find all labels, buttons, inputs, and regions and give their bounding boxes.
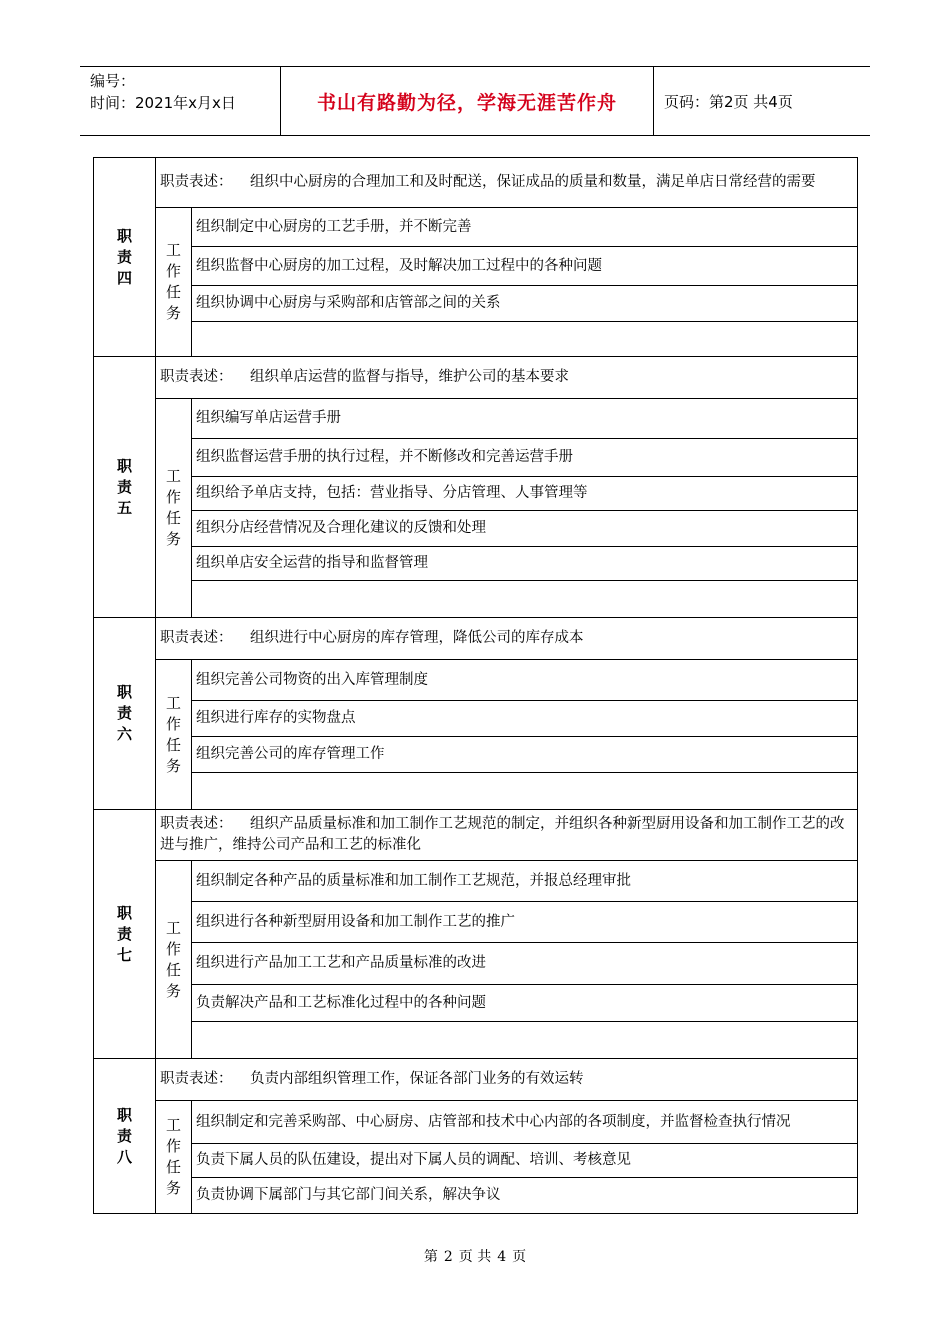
task-row (94, 547, 858, 581)
task-item (192, 581, 858, 618)
work-task-label-line: 任务 (165, 283, 181, 322)
footer-page-number: 2 (443, 1249, 453, 1265)
duty-description (156, 1059, 858, 1101)
task-item: 组织进行产品加工工艺和产品质量标准的改进 (192, 943, 858, 985)
duty-title-char: 五 (116, 498, 132, 517)
work-task-label (156, 1101, 192, 1214)
task-row (94, 1022, 858, 1059)
task-item: 负责解决产品和工艺标准化过程中的各种问题 (192, 985, 858, 1022)
task-item: 组织完善公司的库存管理工作 (192, 737, 858, 773)
task-row (94, 477, 858, 511)
footer-mid: 页 共 (458, 1249, 492, 1265)
task-row (94, 439, 858, 477)
task-item: 组织进行各种新型厨用设备和加工制作工艺的推广 (192, 902, 858, 943)
duty-description-label: 职责表述： (160, 369, 233, 385)
duty-title (94, 618, 156, 810)
duty-desc-row (94, 618, 858, 660)
duty-title (94, 810, 156, 1059)
work-task-label-line: 任务 (165, 735, 181, 775)
duty-description (156, 357, 858, 399)
task-item: 负责下属人员的队伍建设，提出对下属人员的调配、培训、考核意见 (192, 1144, 858, 1178)
duty-title (94, 357, 156, 618)
work-task-label-line: 工作 (165, 1116, 181, 1155)
task-item: 组织单店安全运营的指导和监督管理 (192, 547, 858, 581)
task-row (94, 861, 858, 902)
task-row (94, 1144, 858, 1178)
task-row (94, 247, 858, 286)
task-row (94, 511, 858, 547)
task-item: 组织制定和完善采购部、中心厨房、店管部和技术中心内部的各项制度，并监督检查执行情况 (192, 1101, 858, 1144)
duty-title (94, 158, 156, 357)
header-meta (80, 67, 280, 135)
task-row (94, 208, 858, 247)
duty-title-char: 责 (116, 477, 132, 496)
duty-title-char: 职 (116, 683, 132, 701)
duty-title-char: 四 (116, 268, 132, 287)
task-item: 组织监督运营手册的执行过程，并不断修改和完善运营手册 (192, 439, 858, 477)
task-item: 组织进行库存的实物盘点 (192, 701, 858, 737)
duty-desc-row (94, 158, 858, 208)
page-info: 页码：第2页 共4页 (664, 92, 793, 111)
task-item: 组织监督中心厨房的加工过程，及时解决加工过程中的各种问题 (192, 247, 858, 286)
task-item: 组织制定中心厨房的工艺手册，并不断完善 (192, 208, 858, 247)
task-row (94, 581, 858, 618)
task-row (94, 1101, 858, 1144)
duty-description-text: 组织产品质量标准和加工制作工艺规范的制定，并组织各种新型厨用设备和加工制作工艺的改进与推广，维持公司产品和工艺的标准化 (160, 816, 845, 853)
task-item (192, 773, 858, 810)
duty-desc-row (94, 810, 858, 861)
work-task-label-line: 工作 (165, 241, 181, 280)
work-task-label (156, 399, 192, 618)
duty-description-label: 职责表述： (160, 816, 233, 832)
task-row (94, 773, 858, 810)
work-task-label (156, 660, 192, 810)
duty-title-char: 责 (116, 924, 132, 943)
task-row (94, 902, 858, 943)
page-header (80, 66, 870, 136)
work-task-label-line: 工作 (165, 693, 181, 733)
duty-title-char: 七 (116, 945, 132, 964)
task-item: 组织给予单店支持，包括：营业指导、分店管理、人事管理等 (192, 477, 858, 511)
duty-description-label: 职责表述： (160, 174, 233, 190)
task-item: 负责协调下属部门与其它部门间关系，解决争议 (192, 1178, 858, 1214)
work-task-label (156, 861, 192, 1059)
duty-description-text: 组织进行中心厨房的库存管理，降低公司的库存成本 (250, 630, 584, 646)
task-item (192, 322, 858, 357)
duty-title-char: 责 (116, 1126, 132, 1145)
duty-title-char: 六 (116, 725, 132, 743)
number-label: 编号： (90, 72, 136, 90)
task-row (94, 322, 858, 357)
task-item: 组织完善公司物资的出入库管理制度 (192, 660, 858, 701)
work-task-label-line: 工作 (165, 918, 181, 958)
duty-table (93, 157, 858, 1214)
work-task-label (156, 208, 192, 357)
task-row (94, 660, 858, 701)
motto: 书山有路勤为径，学海无涯苦作舟 (280, 67, 654, 135)
work-task-label-line: 任务 (165, 960, 181, 1000)
task-row (94, 286, 858, 322)
task-row (94, 399, 858, 439)
footer-prefix: 第 (423, 1249, 438, 1265)
task-row (94, 943, 858, 985)
duty-description (156, 158, 858, 208)
task-row (94, 737, 858, 773)
work-task-label-line: 任务 (165, 509, 181, 548)
duty-description (156, 618, 858, 660)
task-row (94, 701, 858, 737)
duty-description-text: 负责内部组织管理工作，保证各部门业务的有效运转 (250, 1071, 584, 1087)
duty-title-char: 职 (116, 903, 132, 922)
work-task-label-line: 工作 (165, 467, 181, 506)
duty-desc-row (94, 1059, 858, 1101)
task-item: 组织分店经营情况及合理化建议的反馈和处理 (192, 511, 858, 547)
duty-description-label: 职责表述： (160, 630, 233, 646)
page-footer (0, 1246, 950, 1266)
duty-desc-row (94, 357, 858, 399)
footer-total-pages: 4 (497, 1249, 507, 1265)
duty-title-char: 职 (116, 456, 132, 475)
task-item: 组织协调中心厨房与采购部和店管部之间的关系 (192, 286, 858, 322)
task-item: 组织编写单店运营手册 (192, 399, 858, 439)
footer-suffix: 页 (512, 1249, 527, 1265)
task-row (94, 1178, 858, 1214)
duty-title-char: 责 (116, 704, 132, 722)
task-item: 组织制定各种产品的质量标准和加工制作工艺规范，并报总经理审批 (192, 861, 858, 902)
work-task-label-line: 任务 (165, 1158, 181, 1197)
duty-title-char: 职 (116, 226, 132, 245)
task-item (192, 1022, 858, 1059)
duty-title (94, 1059, 156, 1214)
duty-title-char: 八 (116, 1147, 132, 1166)
duty-title-char: 责 (116, 247, 132, 266)
time-label: 时间：2021年x月x日 (90, 94, 236, 112)
duty-description-text: 组织单店运营的监督与指导，维护公司的基本要求 (250, 369, 569, 385)
duty-description (156, 810, 858, 861)
task-row (94, 985, 858, 1022)
duty-description-label: 职责表述： (160, 1071, 233, 1087)
duty-description-text: 组织中心厨房的合理加工和及时配送，保证成品的质量和数量，满足单店日常经营的需要 (250, 174, 816, 190)
duty-title-char: 职 (116, 1105, 132, 1124)
